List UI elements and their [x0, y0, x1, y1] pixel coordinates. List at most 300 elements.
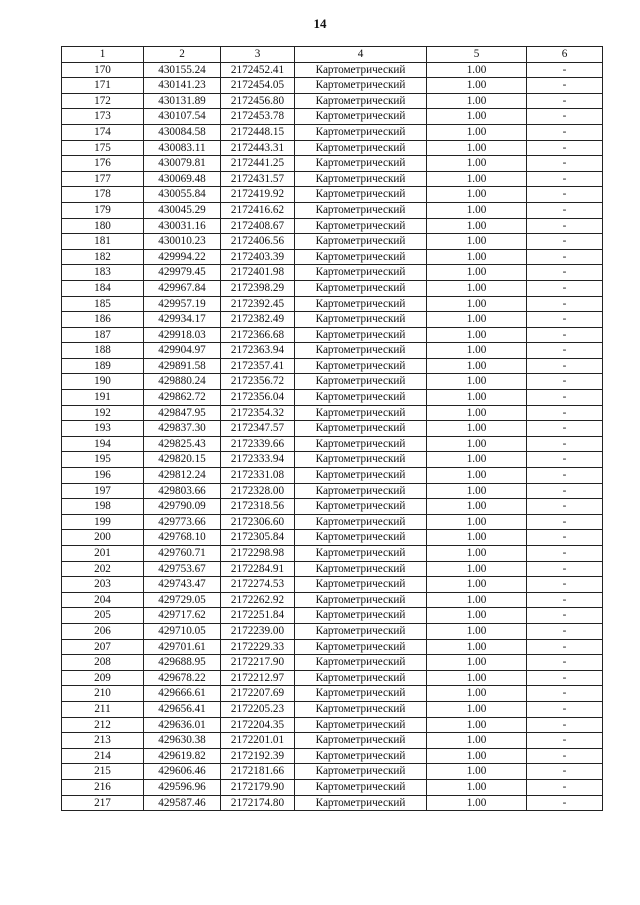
- table-row: [62, 686, 603, 702]
- cell-accuracy: 1.00: [427, 686, 527, 702]
- cell-accuracy: 1.00: [427, 78, 527, 94]
- cell-x-coordinate: 429934.17: [144, 312, 221, 328]
- column-header-4: 4: [295, 47, 427, 63]
- cell-note: -: [527, 405, 603, 421]
- cell-accuracy: 1.00: [427, 124, 527, 140]
- cell-accuracy: 1.00: [427, 701, 527, 717]
- cell-x-coordinate: 429710.05: [144, 623, 221, 639]
- cell-point-number: 189: [62, 358, 144, 374]
- cell-point-number: 193: [62, 421, 144, 437]
- cell-point-number: 217: [62, 795, 144, 811]
- cell-note: -: [527, 655, 603, 671]
- cell-x-coordinate: 429743.47: [144, 577, 221, 593]
- cell-accuracy: 1.00: [427, 468, 527, 484]
- table-row: [62, 358, 603, 374]
- table-row: [62, 156, 603, 172]
- cell-accuracy: 1.00: [427, 733, 527, 749]
- cell-note: -: [527, 296, 603, 312]
- cell-y-coordinate: 2172443.31: [221, 140, 295, 156]
- cell-note: -: [527, 171, 603, 187]
- table-row: [62, 265, 603, 281]
- cell-point-number: 207: [62, 639, 144, 655]
- cell-method: Картометрический: [295, 514, 427, 530]
- cell-y-coordinate: 2172251.84: [221, 608, 295, 624]
- cell-point-number: 180: [62, 218, 144, 234]
- cell-point-number: 208: [62, 655, 144, 671]
- cell-note: -: [527, 202, 603, 218]
- cell-y-coordinate: 2172192.39: [221, 748, 295, 764]
- cell-point-number: 212: [62, 717, 144, 733]
- table-row: [62, 639, 603, 655]
- cell-y-coordinate: 2172401.98: [221, 265, 295, 281]
- cell-method: Картометрический: [295, 779, 427, 795]
- table-row: [62, 483, 603, 499]
- cell-note: -: [527, 358, 603, 374]
- table-row: [62, 795, 603, 811]
- cell-x-coordinate: 430031.16: [144, 218, 221, 234]
- cell-x-coordinate: 429979.45: [144, 265, 221, 281]
- table-row: [62, 748, 603, 764]
- cell-y-coordinate: 2172456.80: [221, 93, 295, 109]
- cell-point-number: 202: [62, 561, 144, 577]
- cell-y-coordinate: 2172406.56: [221, 234, 295, 250]
- cell-x-coordinate: 429825.43: [144, 436, 221, 452]
- cell-note: -: [527, 78, 603, 94]
- column-header-3: 3: [221, 47, 295, 63]
- cell-accuracy: 1.00: [427, 795, 527, 811]
- cell-accuracy: 1.00: [427, 483, 527, 499]
- cell-note: -: [527, 452, 603, 468]
- cell-x-coordinate: 429803.66: [144, 483, 221, 499]
- cell-note: -: [527, 374, 603, 390]
- cell-point-number: 201: [62, 546, 144, 562]
- cell-point-number: 172: [62, 93, 144, 109]
- cell-method: Картометрический: [295, 639, 427, 655]
- cell-x-coordinate: 429904.97: [144, 343, 221, 359]
- table-row: [62, 93, 603, 109]
- cell-x-coordinate: 429880.24: [144, 374, 221, 390]
- cell-note: -: [527, 686, 603, 702]
- cell-method: Картометрический: [295, 717, 427, 733]
- cell-accuracy: 1.00: [427, 218, 527, 234]
- cell-accuracy: 1.00: [427, 62, 527, 78]
- cell-note: -: [527, 764, 603, 780]
- cell-method: Картометрический: [295, 296, 427, 312]
- cell-point-number: 191: [62, 390, 144, 406]
- cell-method: Картометрический: [295, 421, 427, 437]
- cell-point-number: 200: [62, 530, 144, 546]
- cell-accuracy: 1.00: [427, 234, 527, 250]
- cell-y-coordinate: 2172453.78: [221, 109, 295, 125]
- cell-method: Картометрический: [295, 748, 427, 764]
- table-row: [62, 779, 603, 795]
- cell-y-coordinate: 2172305.84: [221, 530, 295, 546]
- cell-accuracy: 1.00: [427, 109, 527, 125]
- cell-method: Картометрический: [295, 592, 427, 608]
- table-row: [62, 530, 603, 546]
- cell-y-coordinate: 2172262.92: [221, 592, 295, 608]
- cell-y-coordinate: 2172356.72: [221, 374, 295, 390]
- cell-method: Картометрический: [295, 655, 427, 671]
- cell-y-coordinate: 2172331.08: [221, 468, 295, 484]
- table-row: [62, 561, 603, 577]
- cell-accuracy: 1.00: [427, 639, 527, 655]
- cell-note: -: [527, 623, 603, 639]
- table-row: [62, 280, 603, 296]
- cell-method: Картометрический: [295, 171, 427, 187]
- table-row: [62, 546, 603, 562]
- cell-x-coordinate: 429862.72: [144, 390, 221, 406]
- cell-point-number: 197: [62, 483, 144, 499]
- cell-method: Картометрический: [295, 374, 427, 390]
- cell-accuracy: 1.00: [427, 452, 527, 468]
- table-row: [62, 109, 603, 125]
- cell-note: -: [527, 327, 603, 343]
- cell-method: Картометрический: [295, 577, 427, 593]
- cell-method: Картометрический: [295, 468, 427, 484]
- table-row: [62, 733, 603, 749]
- cell-y-coordinate: 2172441.25: [221, 156, 295, 172]
- cell-method: Картометрический: [295, 733, 427, 749]
- cell-note: -: [527, 234, 603, 250]
- table-row: [62, 374, 603, 390]
- cell-note: -: [527, 733, 603, 749]
- table-row: [62, 249, 603, 265]
- cell-method: Картометрический: [295, 405, 427, 421]
- cell-y-coordinate: 2172284.91: [221, 561, 295, 577]
- cell-accuracy: 1.00: [427, 748, 527, 764]
- cell-point-number: 190: [62, 374, 144, 390]
- cell-point-number: 178: [62, 187, 144, 203]
- cell-method: Картометрический: [295, 623, 427, 639]
- cell-accuracy: 1.00: [427, 499, 527, 515]
- cell-note: -: [527, 795, 603, 811]
- cell-point-number: 206: [62, 623, 144, 639]
- cell-point-number: 210: [62, 686, 144, 702]
- table-row: [62, 218, 603, 234]
- cell-x-coordinate: 429753.67: [144, 561, 221, 577]
- table-row: [62, 312, 603, 328]
- cell-point-number: 215: [62, 764, 144, 780]
- cell-accuracy: 1.00: [427, 561, 527, 577]
- cell-x-coordinate: 429729.05: [144, 592, 221, 608]
- cell-point-number: 183: [62, 265, 144, 281]
- table-row: [62, 577, 603, 593]
- cell-accuracy: 1.00: [427, 779, 527, 795]
- table-header-row: [62, 47, 603, 63]
- cell-note: -: [527, 514, 603, 530]
- cell-y-coordinate: 2172298.98: [221, 546, 295, 562]
- cell-point-number: 199: [62, 514, 144, 530]
- cell-note: -: [527, 62, 603, 78]
- cell-x-coordinate: 430069.48: [144, 171, 221, 187]
- cell-point-number: 177: [62, 171, 144, 187]
- cell-y-coordinate: 2172382.49: [221, 312, 295, 328]
- cell-y-coordinate: 2172174.80: [221, 795, 295, 811]
- table-row: [62, 78, 603, 94]
- coordinates-table: [61, 46, 603, 811]
- cell-note: -: [527, 468, 603, 484]
- cell-note: -: [527, 530, 603, 546]
- cell-x-coordinate: 429717.62: [144, 608, 221, 624]
- cell-x-coordinate: 429619.82: [144, 748, 221, 764]
- cell-x-coordinate: 429790.09: [144, 499, 221, 515]
- cell-note: -: [527, 577, 603, 593]
- cell-method: Картометрический: [295, 62, 427, 78]
- cell-point-number: 213: [62, 733, 144, 749]
- cell-method: Картометрический: [295, 499, 427, 515]
- cell-accuracy: 1.00: [427, 592, 527, 608]
- cell-method: Картометрический: [295, 109, 427, 125]
- cell-accuracy: 1.00: [427, 436, 527, 452]
- cell-method: Картометрический: [295, 93, 427, 109]
- cell-accuracy: 1.00: [427, 717, 527, 733]
- cell-accuracy: 1.00: [427, 358, 527, 374]
- cell-y-coordinate: 2172207.69: [221, 686, 295, 702]
- cell-note: -: [527, 701, 603, 717]
- cell-point-number: 171: [62, 78, 144, 94]
- cell-method: Картометрический: [295, 483, 427, 499]
- table-row: [62, 343, 603, 359]
- cell-y-coordinate: 2172448.15: [221, 124, 295, 140]
- table-row: [62, 592, 603, 608]
- cell-note: -: [527, 546, 603, 562]
- cell-point-number: 205: [62, 608, 144, 624]
- cell-accuracy: 1.00: [427, 343, 527, 359]
- cell-x-coordinate: 430045.29: [144, 202, 221, 218]
- cell-method: Картометрический: [295, 530, 427, 546]
- cell-point-number: 184: [62, 280, 144, 296]
- cell-method: Картометрический: [295, 312, 427, 328]
- cell-note: -: [527, 109, 603, 125]
- cell-accuracy: 1.00: [427, 312, 527, 328]
- cell-x-coordinate: 430055.84: [144, 187, 221, 203]
- cell-note: -: [527, 312, 603, 328]
- table-row: [62, 296, 603, 312]
- cell-point-number: 209: [62, 670, 144, 686]
- cell-point-number: 176: [62, 156, 144, 172]
- cell-x-coordinate: 430155.24: [144, 62, 221, 78]
- cell-y-coordinate: 2172328.00: [221, 483, 295, 499]
- cell-note: -: [527, 280, 603, 296]
- cell-note: -: [527, 499, 603, 515]
- cell-x-coordinate: 429688.95: [144, 655, 221, 671]
- cell-note: -: [527, 561, 603, 577]
- cell-x-coordinate: 429630.38: [144, 733, 221, 749]
- cell-accuracy: 1.00: [427, 623, 527, 639]
- cell-method: Картометрический: [295, 608, 427, 624]
- cell-method: Картометрический: [295, 390, 427, 406]
- cell-note: -: [527, 93, 603, 109]
- table-row: [62, 327, 603, 343]
- cell-point-number: 186: [62, 312, 144, 328]
- cell-x-coordinate: 430131.89: [144, 93, 221, 109]
- table-row: [62, 405, 603, 421]
- cell-x-coordinate: 429587.46: [144, 795, 221, 811]
- cell-x-coordinate: 429773.66: [144, 514, 221, 530]
- cell-y-coordinate: 2172392.45: [221, 296, 295, 312]
- cell-accuracy: 1.00: [427, 156, 527, 172]
- cell-accuracy: 1.00: [427, 327, 527, 343]
- cell-point-number: 204: [62, 592, 144, 608]
- cell-x-coordinate: 429891.58: [144, 358, 221, 374]
- cell-x-coordinate: 429967.84: [144, 280, 221, 296]
- cell-accuracy: 1.00: [427, 265, 527, 281]
- table-row: [62, 390, 603, 406]
- cell-note: -: [527, 608, 603, 624]
- cell-y-coordinate: 2172419.92: [221, 187, 295, 203]
- cell-x-coordinate: 430141.23: [144, 78, 221, 94]
- cell-y-coordinate: 2172398.29: [221, 280, 295, 296]
- table-row: [62, 452, 603, 468]
- cell-note: -: [527, 592, 603, 608]
- cell-point-number: 182: [62, 249, 144, 265]
- cell-y-coordinate: 2172306.60: [221, 514, 295, 530]
- cell-note: -: [527, 343, 603, 359]
- cell-y-coordinate: 2172431.57: [221, 171, 295, 187]
- cell-method: Картометрический: [295, 140, 427, 156]
- cell-method: Картометрический: [295, 202, 427, 218]
- column-header-1: 1: [62, 47, 144, 63]
- cell-x-coordinate: 429760.71: [144, 546, 221, 562]
- cell-accuracy: 1.00: [427, 296, 527, 312]
- cell-method: Картометрический: [295, 327, 427, 343]
- cell-method: Картометрический: [295, 452, 427, 468]
- cell-x-coordinate: 429596.96: [144, 779, 221, 795]
- column-header-2: 2: [144, 47, 221, 63]
- cell-note: -: [527, 483, 603, 499]
- cell-y-coordinate: 2172239.00: [221, 623, 295, 639]
- cell-y-coordinate: 2172403.39: [221, 249, 295, 265]
- cell-x-coordinate: 429837.30: [144, 421, 221, 437]
- cell-accuracy: 1.00: [427, 93, 527, 109]
- cell-y-coordinate: 2172339.66: [221, 436, 295, 452]
- cell-accuracy: 1.00: [427, 280, 527, 296]
- cell-y-coordinate: 2172363.94: [221, 343, 295, 359]
- cell-accuracy: 1.00: [427, 140, 527, 156]
- cell-x-coordinate: 430083.11: [144, 140, 221, 156]
- cell-accuracy: 1.00: [427, 514, 527, 530]
- cell-accuracy: 1.00: [427, 655, 527, 671]
- cell-note: -: [527, 436, 603, 452]
- cell-note: -: [527, 779, 603, 795]
- column-header-6: 6: [527, 47, 603, 63]
- cell-point-number: 187: [62, 327, 144, 343]
- table-row: [62, 623, 603, 639]
- cell-x-coordinate: 429656.41: [144, 701, 221, 717]
- cell-accuracy: 1.00: [427, 577, 527, 593]
- cell-point-number: 170: [62, 62, 144, 78]
- cell-x-coordinate: 430084.58: [144, 124, 221, 140]
- cell-note: -: [527, 421, 603, 437]
- cell-y-coordinate: 2172274.53: [221, 577, 295, 593]
- cell-y-coordinate: 2172416.62: [221, 202, 295, 218]
- cell-method: Картометрический: [295, 561, 427, 577]
- table-row: [62, 717, 603, 733]
- cell-note: -: [527, 390, 603, 406]
- table-row: [62, 421, 603, 437]
- table-row: [62, 171, 603, 187]
- table-row: [62, 202, 603, 218]
- cell-y-coordinate: 2172408.67: [221, 218, 295, 234]
- cell-note: -: [527, 187, 603, 203]
- cell-y-coordinate: 2172354.32: [221, 405, 295, 421]
- cell-x-coordinate: 429812.24: [144, 468, 221, 484]
- cell-method: Картометрический: [295, 795, 427, 811]
- cell-y-coordinate: 2172181.66: [221, 764, 295, 780]
- cell-accuracy: 1.00: [427, 390, 527, 406]
- cell-method: Картометрический: [295, 265, 427, 281]
- cell-accuracy: 1.00: [427, 421, 527, 437]
- table-row: [62, 234, 603, 250]
- cell-point-number: 195: [62, 452, 144, 468]
- cell-point-number: 174: [62, 124, 144, 140]
- cell-accuracy: 1.00: [427, 546, 527, 562]
- cell-method: Картометрический: [295, 124, 427, 140]
- cell-point-number: 214: [62, 748, 144, 764]
- cell-accuracy: 1.00: [427, 608, 527, 624]
- cell-note: -: [527, 249, 603, 265]
- cell-point-number: 181: [62, 234, 144, 250]
- cell-note: -: [527, 124, 603, 140]
- cell-y-coordinate: 2172366.68: [221, 327, 295, 343]
- cell-note: -: [527, 717, 603, 733]
- cell-x-coordinate: 429606.46: [144, 764, 221, 780]
- cell-x-coordinate: 429768.10: [144, 530, 221, 546]
- cell-accuracy: 1.00: [427, 187, 527, 203]
- cell-y-coordinate: 2172347.57: [221, 421, 295, 437]
- column-header-5: 5: [427, 47, 527, 63]
- cell-x-coordinate: 429957.19: [144, 296, 221, 312]
- cell-note: -: [527, 140, 603, 156]
- cell-method: Картометрический: [295, 187, 427, 203]
- cell-y-coordinate: 2172356.04: [221, 390, 295, 406]
- cell-method: Картометрический: [295, 701, 427, 717]
- cell-point-number: 203: [62, 577, 144, 593]
- cell-method: Картометрический: [295, 234, 427, 250]
- cell-y-coordinate: 2172205.23: [221, 701, 295, 717]
- cell-accuracy: 1.00: [427, 171, 527, 187]
- cell-method: Картометрический: [295, 546, 427, 562]
- cell-point-number: 196: [62, 468, 144, 484]
- cell-method: Картометрический: [295, 280, 427, 296]
- table-row: [62, 436, 603, 452]
- cell-accuracy: 1.00: [427, 530, 527, 546]
- cell-point-number: 188: [62, 343, 144, 359]
- cell-y-coordinate: 2172454.05: [221, 78, 295, 94]
- cell-x-coordinate: 429666.61: [144, 686, 221, 702]
- cell-note: -: [527, 639, 603, 655]
- cell-note: -: [527, 748, 603, 764]
- cell-y-coordinate: 2172217.90: [221, 655, 295, 671]
- cell-x-coordinate: 429994.22: [144, 249, 221, 265]
- cell-method: Картометрический: [295, 249, 427, 265]
- cell-x-coordinate: 429678.22: [144, 670, 221, 686]
- cell-x-coordinate: 429701.61: [144, 639, 221, 655]
- cell-method: Картометрический: [295, 218, 427, 234]
- cell-y-coordinate: 2172333.94: [221, 452, 295, 468]
- table-row: [62, 62, 603, 78]
- cell-y-coordinate: 2172204.35: [221, 717, 295, 733]
- table-row: [62, 124, 603, 140]
- cell-point-number: 211: [62, 701, 144, 717]
- cell-accuracy: 1.00: [427, 764, 527, 780]
- cell-method: Картометрический: [295, 343, 427, 359]
- cell-point-number: 216: [62, 779, 144, 795]
- cell-x-coordinate: 430010.23: [144, 234, 221, 250]
- cell-y-coordinate: 2172357.41: [221, 358, 295, 374]
- cell-accuracy: 1.00: [427, 374, 527, 390]
